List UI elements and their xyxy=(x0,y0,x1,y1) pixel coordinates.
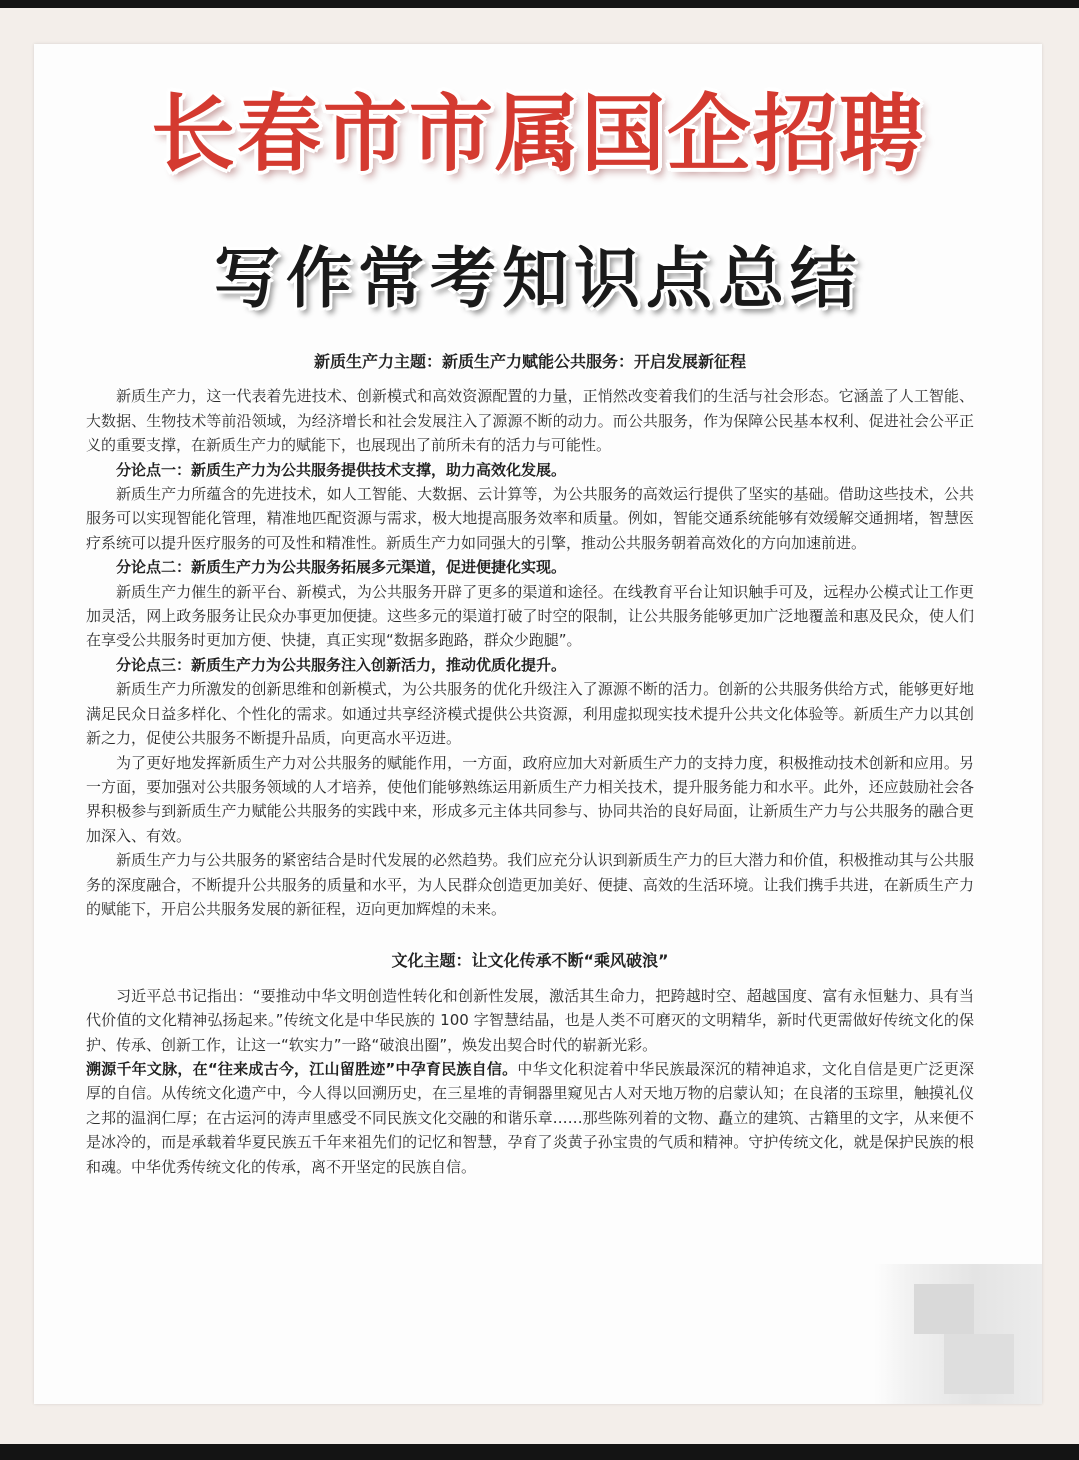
paragraph-point-2: 新质生产力催生的新平台、新模式，为公共服务开辟了更多的渠道和途径。在线教育平台让知识触手可及，远程办公模式让工作更加灵活，网上政务服务让民众办事更加便捷。这些多元的渠道打破了时空的限制，让公共服务能够更加广泛地覆盖和惠及民众，使人们在享受公共服务时更加方便、快捷，真正实现“数据多跑路，群众少跑腿”。 xyxy=(86,582,974,650)
paragraph-culture-lead xyxy=(86,1057,974,1179)
document-sheet xyxy=(34,44,1042,1404)
paragraph-measures: 为了更好地发挥新质生产力对公共服务的赋能作用，一方面，政府应加大对新质生产力的支持力度，积极推动技术创新和应用。另一方面，要加强对公共服务领域的人才培养，使他们能够熟练运用新质生产力相关技术，提升服务能力和水平。此外，还应鼓励社会各界积极参与到新质生产力赋能公共服务的实践中来，形成多元主体共同参与、协同共治的良好局面，让新质生产力与公共服务的融合更加深入、有效。 xyxy=(86,753,974,845)
paragraph-point-3: 新质生产力所激发的创新思维和创新模式，为公共服务的优化升级注入了源源不断的活力。创新的公共服务供给方式，能够更好地满足民众日益多样化、个性化的需求。如通过共享经济模式提供公共资源，利用虚拟现实技术提升公共文化体验等。新质生产力以其创新之力，促使公共服务不断提升品质，向更高水平迈进。 xyxy=(86,680,974,748)
paragraph-point-1: 新质生产力所蕴含的先进技术，如人工智能、大数据、云计算等，为公共服务的高效运行提供了坚实的基础。借助这些技术，公共服务可以实现智能化管理，精准地匹配资源与需求，极大地提高服务效率和质量。例如，智能交通系统能够有效缓解交通拥堵，智慧医疗系统可以提升医疗服务的可及性和精准性。新质生产力如同强大的引擎，推动公共服务朝着高效化的方向加速前进。 xyxy=(86,485,974,552)
sub-point-1: 分论点一：新质生产力为公共服务提供技术支撑，助力高效化发展。 xyxy=(116,460,567,479)
section-heading-new-productivity: 新质生产力主题：新质生产力赋能公共服务：开启发展新征程 xyxy=(313,352,746,371)
article-body xyxy=(86,344,974,1179)
section-heading-culture: 文化主题：让文化传承不断“乘风破浪” xyxy=(391,951,669,971)
paragraph-intro: 新质生产力，这一代表着先进技术、创新模式和高效资源配置的力量，正悄然改变着我们的生活与社会形态。它涵盖了人工智能、大数据、生物技术等前沿领域，为经济增长和社会发展注入了源源不断的动力。而公共服务，作为保障公民基本权利、促进社会公平正义的重要支撑，在新质生产力的赋能下，也展现出了前所未有的活力与可能性。 xyxy=(86,387,974,455)
sub-point-3: 分论点三：新质生产力为公共服务注入创新活力，推动优质化提升。 xyxy=(116,655,567,674)
subtitle: 写作常考知识点总结 xyxy=(214,240,862,317)
sub-point-2: 分论点二：新质生产力为公共服务拓展多元渠道，促进便捷化实现。 xyxy=(116,558,567,577)
blurred-corner-overlay xyxy=(874,1264,1042,1404)
main-title: 长春市市属国企招聘 xyxy=(150,85,925,183)
paragraph-conclusion: 新质生产力与公共服务的紧密结合是时代发展的必然趋势。我们应充分认识到新质生产力的巨大潜力和价值，积极推动其与公共服务的深度融合，不断提升公共服务的质量和水平，为人民群众创造更加美好、便捷、高效的生活环境。让我们携手共进，在新质生产力的赋能下，开启公共服务发展的新征程，迈向更加辉煌的未来。 xyxy=(86,851,974,918)
culture-lead-text: 中华文化积淀着中华民族最深沉的精神追求，文化自信是更广泛更深厚的自信。从传统文化遗产中，今人得以回溯历史，在三星堆的青铜器里窥见古人对天地万物的启蒙认知；在良渚的玉琮里，触摸礼仪之邦的温润仁厚；在古运河的涛声里感受不同民族文化交融的和谐乐章……那些陈列着的文物、矗立的建筑、古籍里的文字，从来便不是冰冷的，而是承载着华夏民族五千年来祖先们的记忆和智慧，孕育了炎黄子孙宝贵的气质和精神。守护传统文化，就是保护民族的根和魂。中华优秀传统文化的传承，离不开坚定的民族自信。 xyxy=(86,1059,974,1176)
paragraph-culture-intro: 习近平总书记指出：“要推动中华文明创造性转化和创新性发展，激活其生命力，把跨越时空、超越国度、富有永恒魅力、具有当代价值的文化精神弘扬起来。”传统文化是中华民族的 100 字智慧结晶，也是人类不可磨灭的文明精华，新时代更需做好传统文化的保护、传承、创新工作，让这一“软实力”一路“破浪出圈”，焕发出契合时代的崭新光彩。 xyxy=(86,986,974,1054)
top-dark-border xyxy=(0,0,1079,8)
culture-lead-sentence: 溯源千年文脉，在“往来成古今，江山留胜迹”中孕育民族自信。 xyxy=(86,1059,518,1078)
bottom-dark-border xyxy=(0,1444,1079,1460)
